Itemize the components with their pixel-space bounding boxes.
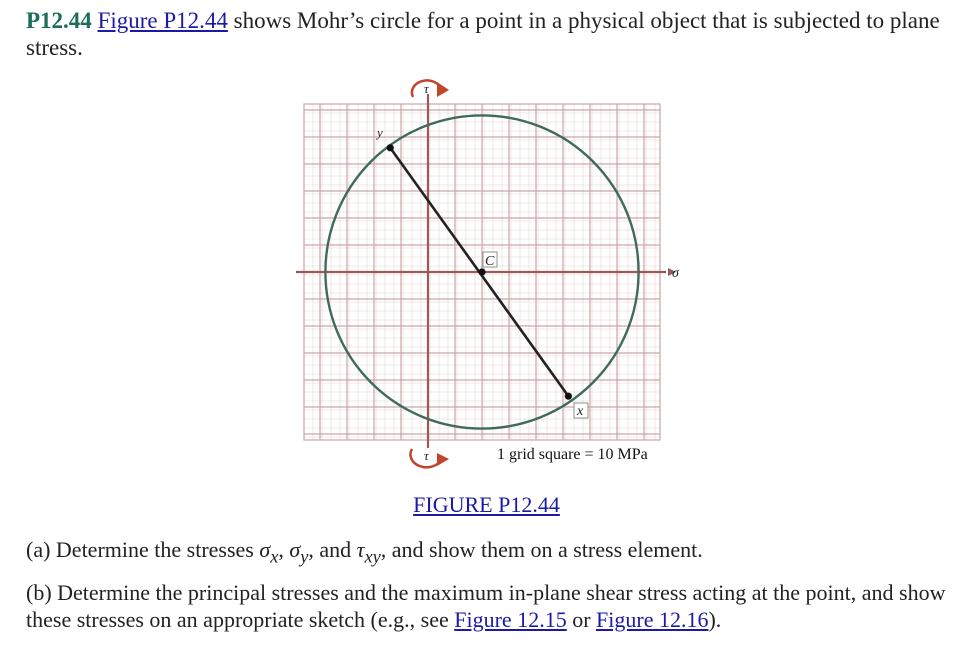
figure-caption-link[interactable]: FIGURE P12.44 — [413, 492, 560, 517]
figure-link[interactable]: Figure P12.44 — [97, 8, 228, 33]
sigma-y-symbol: σ — [289, 537, 301, 562]
part-b-text-3: ). — [708, 607, 722, 632]
sigma-x-subscript: x — [270, 546, 279, 567]
part-b — [26, 579, 956, 633]
figure-12-16-link[interactable]: Figure 12.16 — [596, 607, 709, 632]
label-sigma: σ — [672, 266, 679, 281]
sigma-x-symbol: σ — [259, 537, 271, 562]
rotation-arrowhead-bottom-icon — [437, 453, 449, 466]
part-b-text-2: or — [566, 607, 597, 632]
rotation-arrowhead-top-icon — [437, 82, 449, 97]
figure-12-15-link[interactable]: Figure 12.15 — [454, 607, 567, 632]
problem-text: shows Mohr’s circle for a point in a physical object that is subjected to plane stress. — [26, 8, 940, 60]
tau-xy-symbol: τ — [356, 537, 365, 562]
part-a-text-1: (a) Determine the stresses — [26, 537, 260, 562]
label-y: y — [377, 125, 383, 140]
part-b-text-1: (b) Determine the principal stresses and the maximum in-plane shear stress acting at the point, and show these stresses on an appropriate sketch (e.g., see — [26, 580, 946, 632]
label-c: C — [485, 254, 495, 269]
part-a-text-2: , and show them on a stress element. — [380, 537, 703, 562]
separator-1: , — [278, 537, 290, 562]
figure-caption — [0, 492, 973, 518]
center-dot — [478, 268, 485, 275]
separator-2: , and — [308, 537, 357, 562]
problem-number: P12.44 — [26, 8, 92, 33]
part-a — [26, 536, 956, 570]
point-x-dot — [565, 393, 572, 400]
scale-note: 1 grid square = 10 MPa — [497, 446, 648, 463]
sigma-y-subscript: y — [300, 546, 309, 567]
label-tau-bottom: τ — [424, 448, 429, 463]
label-x: x — [577, 404, 584, 419]
point-y-dot — [387, 144, 394, 151]
label-tau-top: τ — [424, 81, 429, 96]
tau-xy-subscript: xy — [364, 546, 381, 567]
